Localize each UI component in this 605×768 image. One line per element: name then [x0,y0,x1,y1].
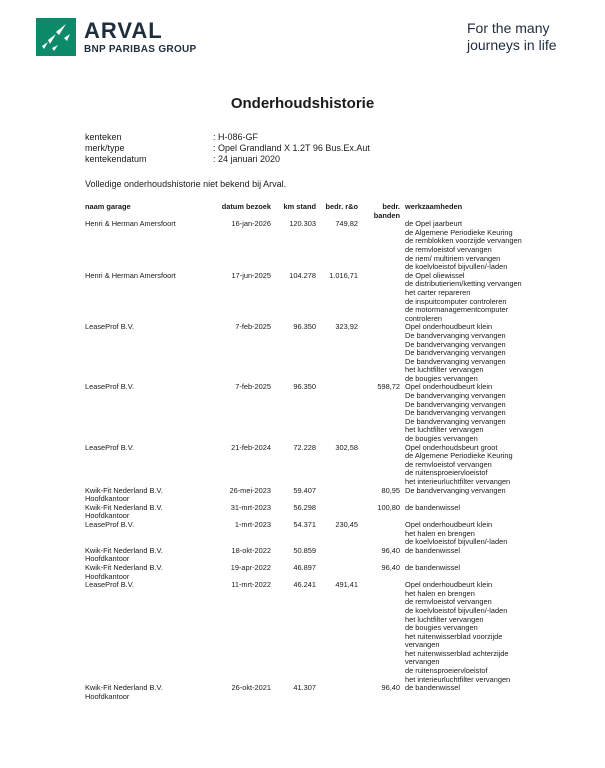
table-row [85,684,575,701]
tagline-line-1: For the many [467,20,550,36]
garage-sub: Hoofdkantoor [85,554,130,564]
vehicle-info-label: kenteken [85,132,122,142]
work-item: De bandvervanging vervangen [405,330,506,340]
work-item: De bandvervanging vervangen [405,408,506,418]
work-item: de riem/ multiriem vervangen [405,253,501,263]
work-item: de Algemene Periodieke Keuring [405,227,513,237]
cell-work [400,504,575,521]
work-item: de koelvloeistof bijvullen/-laden [405,537,508,547]
cell-work [400,564,575,581]
header-work: werkzaamheden [405,202,463,211]
garage-sub: Hoofdkantoor [85,691,130,701]
work-item: De bandvervanging vervangen [405,485,506,495]
work-item: het interieurluchtfilter vervangen [405,477,511,486]
cell-ro [316,684,358,701]
cell-date: 16-jan-2026 [231,219,271,229]
table-row [85,564,575,581]
work-item: controleren [405,313,442,323]
cell-ro: 1.016,71 [329,270,358,280]
vehicle-info-row [85,143,370,154]
cell-banden: 96,40 [381,683,400,693]
cell-work [400,581,575,684]
garage-name: LeaseProf B.V. [85,322,135,332]
brand-name: ARVAL [84,18,163,43]
table-row [85,444,575,487]
work-item: de bougies vervangen [405,623,478,633]
work-item: het luchtfilter vervangen [405,614,484,624]
cell-ro: 230,45 [335,519,358,529]
cell-date: 7-feb-2025 [235,322,271,332]
table-row [85,383,575,443]
cell-date: 26-mei-2023 [229,485,271,495]
vehicle-info-value: : H-086-GF [213,132,259,142]
cell-date: 1-mrt-2023 [234,519,271,529]
work-item: vervangen [405,640,440,650]
garage-name: Henri & Herman Amersfoort [85,270,176,280]
vehicle-info [85,132,370,165]
work-item: het interieurluchtfilter vervangen [405,674,511,684]
table-row [85,272,575,324]
work-item: de Opel oliewissel [405,270,465,280]
table-row [85,323,575,383]
brand-group: BNP PARIBAS GROUP [84,44,197,55]
garage-name: Kwik-Fit Nederland B.V. [85,545,163,555]
cell-garage [85,684,205,701]
work-item: Opel onderhoudbeurt klein [405,322,493,332]
cell-work [400,487,575,504]
work-item: de remvloeistof vervangen [405,597,492,607]
history-note: Volledige onderhoudshistorie niet bekend bij Arval. [85,179,287,189]
maintenance-table [85,203,575,701]
work-item: het halen en brengen [405,528,475,538]
table-body [85,220,575,701]
cell-date: 7-feb-2025 [235,382,271,392]
cell-km: 120.303 [289,219,316,229]
work-item: het carter repareren [405,287,471,297]
header-ro: bedr. r&o [325,202,358,211]
cell-ro: 491,41 [335,580,358,590]
cell-km: 50.859 [293,545,316,555]
work-item: Opel onderhoudbeurt klein [405,580,493,590]
brand-block [84,20,197,55]
vehicle-info-row [85,132,370,143]
cell-km: 56.298 [293,502,316,512]
cell-garage [85,547,205,564]
cell-date: 21-feb-2024 [231,442,271,452]
cell-ro [316,487,358,504]
work-item: de bandenwissel [405,683,461,693]
table-row [85,220,575,272]
work-item: het luchtfilter vervangen [405,425,484,435]
cell-km: 54.371 [293,519,316,529]
garage-sub: Hoofdkantoor [85,511,130,521]
cell-banden: 96,40 [381,545,400,555]
cell-date: 18-okt-2022 [231,545,271,555]
work-item: het halen en brengen [405,588,475,598]
garage-name: Kwik-Fit Nederland B.V. [85,485,163,495]
cell-date: 11-mrt-2022 [231,580,271,590]
cell-garage [85,444,205,487]
cell-km: 59.407 [293,485,316,495]
garage-name: Kwik-Fit Nederland B.V. [85,502,163,512]
cell-date: 19-apr-2022 [230,562,271,572]
cell-garage [85,504,205,521]
work-item: de bougies vervangen [405,373,478,383]
cell-work [400,521,575,547]
work-item: de inspuitcomputer controleren [405,296,507,306]
cell-banden: 96,40 [381,562,400,572]
header-km: km stand [283,202,316,211]
work-item: de bandenwissel [405,562,461,572]
cell-garage [85,323,205,383]
cell-ro [316,547,358,564]
vehicle-info-label: kentekendatum [85,154,147,164]
work-item: De bandvervanging vervangen [405,391,506,401]
vehicle-info-row [85,154,370,165]
table-row [85,547,575,564]
garage-name: LeaseProf B.V. [85,519,135,529]
cell-km: 96.350 [293,322,316,332]
work-item: de bandenwissel [405,502,461,512]
cell-ro [316,383,358,443]
work-item: het ruitenwisserblad voorzijde [405,631,503,641]
work-item: De bandvervanging vervangen [405,416,506,426]
garage-name: Kwik-Fit Nederland B.V. [85,562,163,572]
work-item: De bandvervanging vervangen [405,399,506,409]
cell-work [400,383,575,443]
table-header [85,203,575,220]
work-item: Opel onderhoudbeurt klein [405,519,493,529]
work-item: de bougies vervangen [405,434,478,444]
work-item: de Opel jaarbeurt [405,219,463,229]
cell-km: 96.350 [293,382,316,392]
work-item: de distributieriem/ketting vervangen [405,279,522,289]
garage-name: LeaseProf B.V. [85,442,135,452]
cell-garage [85,272,205,324]
table-row [85,521,575,547]
work-item: De bandvervanging vervangen [405,348,506,358]
work-item: Opel onderhoudsbeurt groot [405,442,498,452]
arval-logo-icon [36,18,76,56]
work-item: de remblokken voorzijde vervangen [405,236,522,246]
cell-km: 72.228 [293,442,316,452]
cell-garage [85,487,205,504]
garage-name: LeaseProf B.V. [85,580,135,590]
work-item: vervangen [405,657,440,667]
cell-km: 41.307 [293,683,316,693]
work-item: de ruitensproeiervloeistof [405,666,488,676]
cell-ro [316,564,358,581]
cell-banden [358,521,400,547]
cell-banden: 100,80 [377,502,400,512]
work-item: de ruitensproeiervloeistof [405,468,488,478]
work-item: de koelvloeistof bijvullen/-laden [405,605,508,615]
cell-banden [358,581,400,684]
garage-name: Kwik-Fit Nederland B.V. [85,683,163,693]
cell-banden [358,444,400,487]
header-banden: bedr. banden [373,202,400,220]
cell-date: 17-jun-2025 [231,270,271,280]
vehicle-info-value: : 24 januari 2020 [213,154,281,164]
cell-garage [85,521,205,547]
cell-garage [85,581,205,684]
work-item: de koelvloeistof bijvullen/-laden [405,262,508,272]
garage-name: LeaseProf B.V. [85,382,135,392]
cell-work [400,272,575,324]
cell-ro: 749,82 [335,219,358,229]
tagline-line-2: journeys in life [467,37,557,53]
work-item: het ruitenwisserblad achterzijde [405,648,509,658]
cell-ro [316,504,358,521]
work-item: Opel onderhoudbeurt klein [405,382,493,392]
cell-work [400,684,575,701]
work-item: de Algemene Periodieke Keuring [405,451,513,461]
cell-work [400,220,575,272]
table-row [85,581,575,684]
cell-ro: 302,58 [335,442,358,452]
cell-work [400,323,575,383]
cell-banden: 80,95 [381,485,400,495]
work-item: het luchtfilter vervangen [405,365,484,375]
garage-sub: Hoofdkantoor [85,571,130,581]
cell-work [400,547,575,564]
cell-km: 104.278 [289,270,316,280]
table-row [85,504,575,521]
work-item: de remvloeistof vervangen [405,244,492,254]
vehicle-info-label: merk/type [85,143,125,153]
table-row [85,487,575,504]
header-date: datum bezoek [221,202,271,211]
tagline [467,20,567,54]
vehicle-info-value: : Opel Grandland X 1.2T 96 Bus.Ex.Aut [213,143,370,153]
garage-name: Henri & Herman Amersfoort [85,219,176,229]
cell-garage [85,220,205,272]
garage-sub: Hoofdkantoor [85,494,130,504]
cell-banden [358,323,400,383]
work-item: De bandvervanging vervangen [405,339,506,349]
page-title: Onderhoudshistorie [230,95,375,112]
work-item: de remvloeistof vervangen [405,459,492,469]
cell-banden: 598,72 [377,382,400,392]
work-item: de motormanagementcomputer [405,305,509,315]
cell-ro: 323,92 [335,322,358,332]
work-item: de bandenwissel [405,545,461,555]
cell-garage [85,383,205,443]
cell-garage [85,564,205,581]
cell-banden [358,272,400,324]
cell-km: 46.897 [293,562,316,572]
work-item: De bandvervanging vervangen [405,356,506,366]
cell-date: 26-okt-2021 [231,683,271,693]
cell-km: 46.241 [293,580,316,590]
header-garage: naam garage [85,202,131,211]
cell-banden [358,220,400,272]
cell-work [400,444,575,487]
cell-date: 31-mrt-2023 [230,502,271,512]
